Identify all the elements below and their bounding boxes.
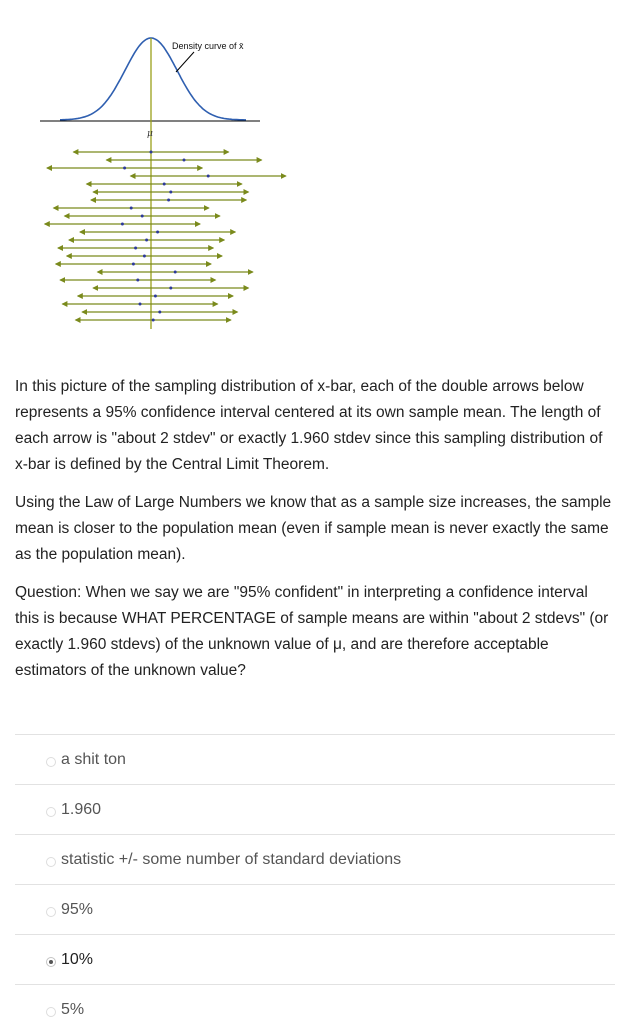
radio-icon[interactable] [46, 757, 56, 767]
sample-mean-dot [154, 295, 157, 298]
sample-mean-dot [183, 159, 186, 162]
choice-label: 5% [61, 1001, 85, 1018]
interval-arrows [45, 151, 286, 322]
sample-mean-dot [150, 151, 153, 154]
radio-icon[interactable] [46, 1007, 56, 1017]
sample-mean-dot [141, 215, 144, 218]
lln-paragraph: Using the Law of Large Numbers we know that as a sample size increases, the sample mean is closer to the population mean (even if sample mean is never exactly the same as the population mean). [15, 494, 612, 563]
mu-label: μ [147, 129, 153, 139]
sample-mean-dot [134, 247, 137, 250]
question-paragraph: Question: When we say we are "95% confident" in interpreting a confidence interval this is because WHAT PERCENTAGE of sample means are within "about 2 stdevs" (or exactly 1.960 stdevs) of the unknown value of μ, and are therefore acceptable estimators of the unknown value? [15, 584, 609, 679]
sample-mean-dot [136, 279, 139, 282]
question-text [15, 374, 615, 696]
choice-label: a shit ton [61, 751, 126, 768]
choice-1-960[interactable] [15, 784, 615, 834]
sample-mean-dot [145, 239, 148, 242]
sample-mean-dot [132, 263, 135, 266]
radio-icon[interactable] [46, 807, 56, 817]
sample-mean-dot [207, 175, 210, 178]
density-curve-pointer [176, 52, 194, 72]
choice-label: 95% [61, 901, 94, 918]
radio-icon[interactable] [46, 907, 56, 917]
radio-selected-icon[interactable] [46, 957, 56, 967]
choice-label: statistic +/- some number of standard deviations [61, 851, 402, 868]
choice-label: 10% [61, 951, 94, 968]
sample-mean-dot [130, 207, 133, 210]
sample-mean-dot [158, 311, 161, 314]
radio-icon[interactable] [46, 857, 56, 867]
choice-statistic[interactable] [15, 834, 615, 884]
choice-a-shit-ton[interactable] [15, 734, 615, 784]
choice-label: 1.960 [61, 801, 102, 818]
choice-5-percent[interactable] [15, 984, 615, 1034]
sample-mean-dot [152, 319, 155, 322]
intro-paragraph: In this picture of the sampling distribution of x-bar, each of the double arrows below represents a 95% confidence interval centered at its own sample mean. The length of each arrow is "about 2 stdev" or exactly 1.960 stdev since this sampling distribution of x-bar is defined by the Central Limit Theorem. [15, 378, 603, 473]
answer-choices [15, 734, 615, 1034]
density-curve-label: Density curve of x̄ [172, 41, 244, 51]
sample-mean-dot [139, 303, 142, 306]
sample-mean-dot [143, 255, 146, 258]
sample-mean-dot [167, 199, 170, 202]
sample-mean-dot [169, 287, 172, 290]
sample-mean-dot [169, 191, 172, 194]
choice-95-percent[interactable] [15, 884, 615, 934]
confidence-interval-figure [38, 24, 318, 354]
sample-mean-dot [121, 223, 124, 226]
sample-mean-dot [174, 271, 177, 274]
sample-mean-dot [156, 231, 159, 234]
choice-10-percent[interactable] [15, 934, 615, 984]
sample-mean-dot [123, 167, 126, 170]
sample-mean-dot [163, 183, 166, 186]
